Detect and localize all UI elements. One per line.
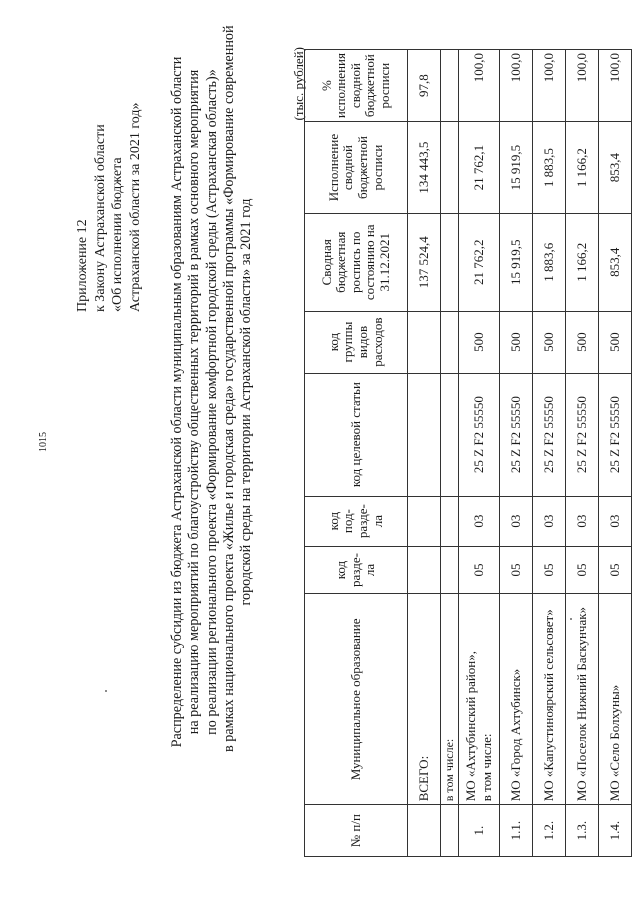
cell-percent: 100,0 bbox=[566, 50, 599, 122]
cell-num bbox=[408, 805, 441, 857]
cell-name: МО «Село Болхуны» bbox=[599, 594, 632, 805]
title-line: на реализацию мероприятий по благоустройству общественных территорий в рамках основного мероприятия bbox=[186, 69, 203, 735]
subsidy-table bbox=[304, 49, 632, 857]
cell-empty bbox=[441, 311, 459, 373]
cell-percent: 97,8 bbox=[408, 50, 441, 122]
cell-empty bbox=[441, 213, 459, 311]
cell-actual: 15 919,5 bbox=[500, 122, 533, 214]
cell-empty bbox=[441, 496, 459, 546]
cell-num: 1.3. bbox=[566, 805, 599, 857]
cell-plan: 21 762,2 bbox=[459, 213, 500, 311]
header-section: код разде-ла bbox=[305, 546, 408, 594]
cell-actual: 21 762,1 bbox=[459, 122, 500, 214]
cell-expense bbox=[408, 311, 441, 373]
cell-actual: 1 883,5 bbox=[533, 122, 566, 214]
cell-percent: 100,0 bbox=[599, 50, 632, 122]
cell-percent: 100,0 bbox=[500, 50, 533, 122]
rotated-page-content bbox=[19, 12, 622, 892]
scan-speck bbox=[570, 618, 572, 620]
cell-plan: 15 919,5 bbox=[500, 213, 533, 311]
cell-name: ВСЕГО: bbox=[408, 594, 441, 805]
cell-plan: 1 166,2 bbox=[566, 213, 599, 311]
cell-percent: 100,0 bbox=[533, 50, 566, 122]
header-municipality: Муниципальное образование bbox=[305, 594, 408, 805]
cell-num: 1.2. bbox=[533, 805, 566, 857]
cell-actual: 853,4 bbox=[599, 122, 632, 214]
table-row bbox=[566, 50, 599, 857]
header-plan: Сводная бюджетная роспись по состоянию на 31.12.2021 bbox=[305, 213, 408, 311]
cell-target: 25 Z F2 55550 bbox=[500, 373, 533, 496]
table-row bbox=[533, 50, 566, 857]
cell-subsection bbox=[408, 496, 441, 546]
scan-speck bbox=[105, 690, 107, 692]
cell-subsection: 03 bbox=[500, 496, 533, 546]
cell-section: 05 bbox=[500, 546, 533, 594]
appendix-line: Астраханской области за 2021 год» bbox=[127, 102, 143, 312]
appendix-line: «Об исполнении бюджета bbox=[110, 157, 125, 312]
header-subsection: код под-разде-ла bbox=[305, 496, 408, 546]
including-row bbox=[441, 50, 459, 857]
header-actual: Исполнение сводной бюджетной росписи bbox=[305, 122, 408, 214]
cell-plan: 1 883,6 bbox=[533, 213, 566, 311]
cell-target: 25 Z F2 55550 bbox=[459, 373, 500, 496]
appendix-line: Приложение 12 bbox=[75, 219, 90, 312]
cell-expense: 500 bbox=[599, 311, 632, 373]
cell-section: 05 bbox=[599, 546, 632, 594]
cell-name-line: МО «Ахтубинский район», bbox=[463, 650, 478, 802]
table-row bbox=[500, 50, 533, 857]
cell-expense: 500 bbox=[500, 311, 533, 373]
header-expense: код группы видов расходов bbox=[305, 311, 408, 373]
document-title bbox=[169, 25, 256, 752]
cell-target: 25 Z F2 55550 bbox=[566, 373, 599, 496]
cell-actual: 134 443,5 bbox=[408, 122, 441, 214]
appendix-line: к Закону Астраханской области bbox=[92, 124, 108, 312]
appendix-heading bbox=[74, 52, 144, 312]
units-label: (тыс. рублей) bbox=[291, 47, 306, 121]
cell-plan: 137 524,4 bbox=[408, 213, 441, 311]
cell-section: 05 bbox=[459, 546, 500, 594]
cell-empty bbox=[441, 373, 459, 496]
cell-expense: 500 bbox=[566, 311, 599, 373]
title-line: городской среды на территории Астраханской области» за 2021 год bbox=[238, 198, 255, 606]
cell-target: 25 Z F2 55550 bbox=[599, 373, 632, 496]
header-num: № п/п bbox=[305, 805, 408, 857]
cell-empty bbox=[441, 50, 459, 122]
cell-empty bbox=[441, 546, 459, 594]
header-target: код целевой статьи bbox=[305, 373, 408, 496]
cell-name: МО «Город Ахтубинск» bbox=[500, 594, 533, 805]
cell-subsection: 03 bbox=[599, 496, 632, 546]
table-header-row bbox=[305, 50, 408, 857]
cell-subsection: 03 bbox=[533, 496, 566, 546]
cell-actual: 1 166,2 bbox=[566, 122, 599, 214]
total-row bbox=[408, 50, 441, 857]
cell-target bbox=[408, 373, 441, 496]
cell-section: 05 bbox=[533, 546, 566, 594]
title-line: Распределение субсидии из бюджета Астраханской области муниципальным образованиям Астраханской области bbox=[169, 56, 185, 748]
cell-section: 05 bbox=[566, 546, 599, 594]
cell-num: 1.4. bbox=[599, 805, 632, 857]
cell-empty bbox=[441, 805, 459, 857]
header-percent: % исполнения сводной бюджетной росписи bbox=[305, 50, 408, 122]
cell-subsection: 03 bbox=[566, 496, 599, 546]
cell-empty bbox=[441, 122, 459, 214]
cell-name-line: в том числе: bbox=[479, 733, 494, 802]
cell-section bbox=[408, 546, 441, 594]
page-number: 1015 bbox=[38, 432, 49, 452]
cell-num: 1.1. bbox=[500, 805, 533, 857]
title-line: в рамках национального проекта «Жилье и городская среда» государственной программы «Формирование современной bbox=[220, 25, 237, 752]
table-row bbox=[599, 50, 632, 857]
cell-name bbox=[459, 594, 500, 805]
table-row bbox=[459, 50, 500, 857]
cell-target: 25 Z F2 55550 bbox=[533, 373, 566, 496]
cell-plan: 853,4 bbox=[599, 213, 632, 311]
cell-percent: 100,0 bbox=[459, 50, 500, 122]
cell-subsection: 03 bbox=[459, 496, 500, 546]
cell-num: 1. bbox=[459, 805, 500, 857]
cell-expense: 500 bbox=[459, 311, 500, 373]
cell-name: МО «Капустиноярский сельсовет» bbox=[533, 594, 566, 805]
cell-name: МО «Поселок Нижний Баскунчак» bbox=[566, 594, 599, 805]
title-line: по реализации регионального проекта «Формирование комфортной городской среды (Астраханская область)» bbox=[203, 69, 220, 735]
cell-expense: 500 bbox=[533, 311, 566, 373]
cell-including-label: в том числе: bbox=[441, 594, 459, 805]
